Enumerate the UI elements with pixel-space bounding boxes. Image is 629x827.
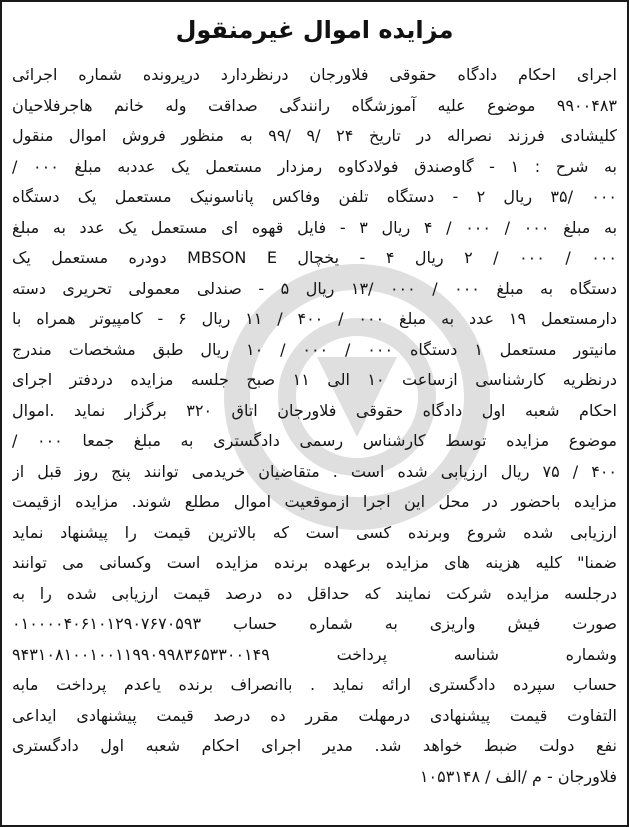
notice-line: درنظریه کارشناسی ازساعت ۱۰ الی ۱۱ صبح جلسه مزایده دردفتر اجرای	[12, 370, 617, 389]
notice-line: حساب سپرده دادگستری ارائه نماید . باانصراف برنده یاعدم پرداخت مابه	[12, 675, 617, 694]
notice-line: موضوع مزایده توسط کارشناس رسمی دادگستری به مبلغ جمعا ۰۰۰ /	[12, 431, 617, 450]
notice-line: به مبلغ ۰۰۰ / ۰۰۰ / ۴ ریال ۳ - فایل قهوه ای مستعمل یک عدد به مبلغ	[12, 217, 617, 237]
notice-line: احکام شعبه اول دادگاه حقوقی فلاورجان اتاق ۳۲۰ برگزار نماید .اموال	[12, 400, 617, 420]
notice-line: مزایده باحضور در محل این اجرا ازموقعیت اموال مطلع شوند. مزایده ازقیمت	[12, 492, 617, 511]
notice-line: ۰۰۰ /۳۵ ریال ۲ - دستگاه تلفن وفاکس پاناسونیک مستعمل یک دستگاه	[12, 187, 617, 206]
notice-line: ۴۰۰ / ۷۵ ریال ارزیابی شده است . متقاضیان خریدمی توانند پنج روز قبل از	[12, 461, 617, 481]
notice-line: ۰۰۰ / ۰۰۰ / ۲ ریال ۴ - یخچال MBSON E دودره مستعمل یک	[12, 248, 617, 267]
notice-line: دستگاه به مبلغ ۰۰۰ / ۰۰۰ /۱۳ ریال ۵ - صندلی معمولی تحریری دسته	[12, 278, 617, 298]
notice-line: دارمستعمل ۱۹ عدد به مبلغ ۰۰۰ / ۴۰۰ / ۱۱ ریال ۶ - کامپیوتر همراه با	[12, 309, 617, 328]
notice-line: مانیتور مستعمل ۱ دستگاه ۰۰۰ / ۰۰۰ / ۱۰ ریال طبق مشخصات مندرج	[12, 339, 617, 359]
notice-line: صورت فیش واریزی به شماره حساب ۰۱۰۰۰۰۴۰۶۱۰۱۲۹۰۷۶۷۰۵۹۳	[12, 614, 617, 633]
notice-line: اجرای احکام دادگاه حقوقی فلاورجان درنظردارد درپرونده شماره اجرائی	[12, 65, 617, 84]
notice-line: وشماره شناسه پرداخت ۹۴۳۱۰۸۱۰۰۱۰۰۱۱۹۹۰۹۹۸۳۶۵۳۳۰۰۱۴۹	[12, 644, 617, 664]
notice-line: التفاوت قیمت پیشنهادی درمهلت مقرر ده درصد قیمت پیشنهادی ایداعی	[12, 705, 617, 725]
notice-line: ارزیابی شده شروع وبرنده کسی است که بالاترین قیمت را پیشنهاد نماید	[12, 522, 617, 542]
notice-line: درجلسه مزایده شرکت نمایند که حداقل ده درصد قیمت ارزیابی شده را به	[12, 583, 617, 603]
notice-body	[12, 60, 617, 792]
notice-line: به شرح : ۱ - گاوصندق فولادکاوه رمزدار مستعمل یک عددبه مبلغ ۰۰۰ /	[12, 156, 617, 176]
notice-title: مزایده اموال غیرمنقول	[175, 16, 454, 44]
notice-line: کلیشادی فرزند نصراله در تاریخ ۲۴ /۹ /۹۹ به منظور فروش اموال منقول	[12, 126, 617, 145]
notice-line: ضمنا" کلیه هزینه های مزایده برعهده برنده مزایده است وکسانی می توانند	[12, 553, 617, 572]
notice-signature-line: فلاورجان - م /الف / ۱۰۵۳۱۴۸	[419, 766, 617, 786]
notice-line: نفع دولت ضبط خواهد شد. مدیر اجرای احکام شعبه اول دادگستری	[12, 736, 617, 755]
notice-line: ۹۹۰۰۴۸۳ موضوع علیه آموزشگاه رانندگی صداقت وله خانم هاجرفلاحیان	[12, 95, 617, 115]
